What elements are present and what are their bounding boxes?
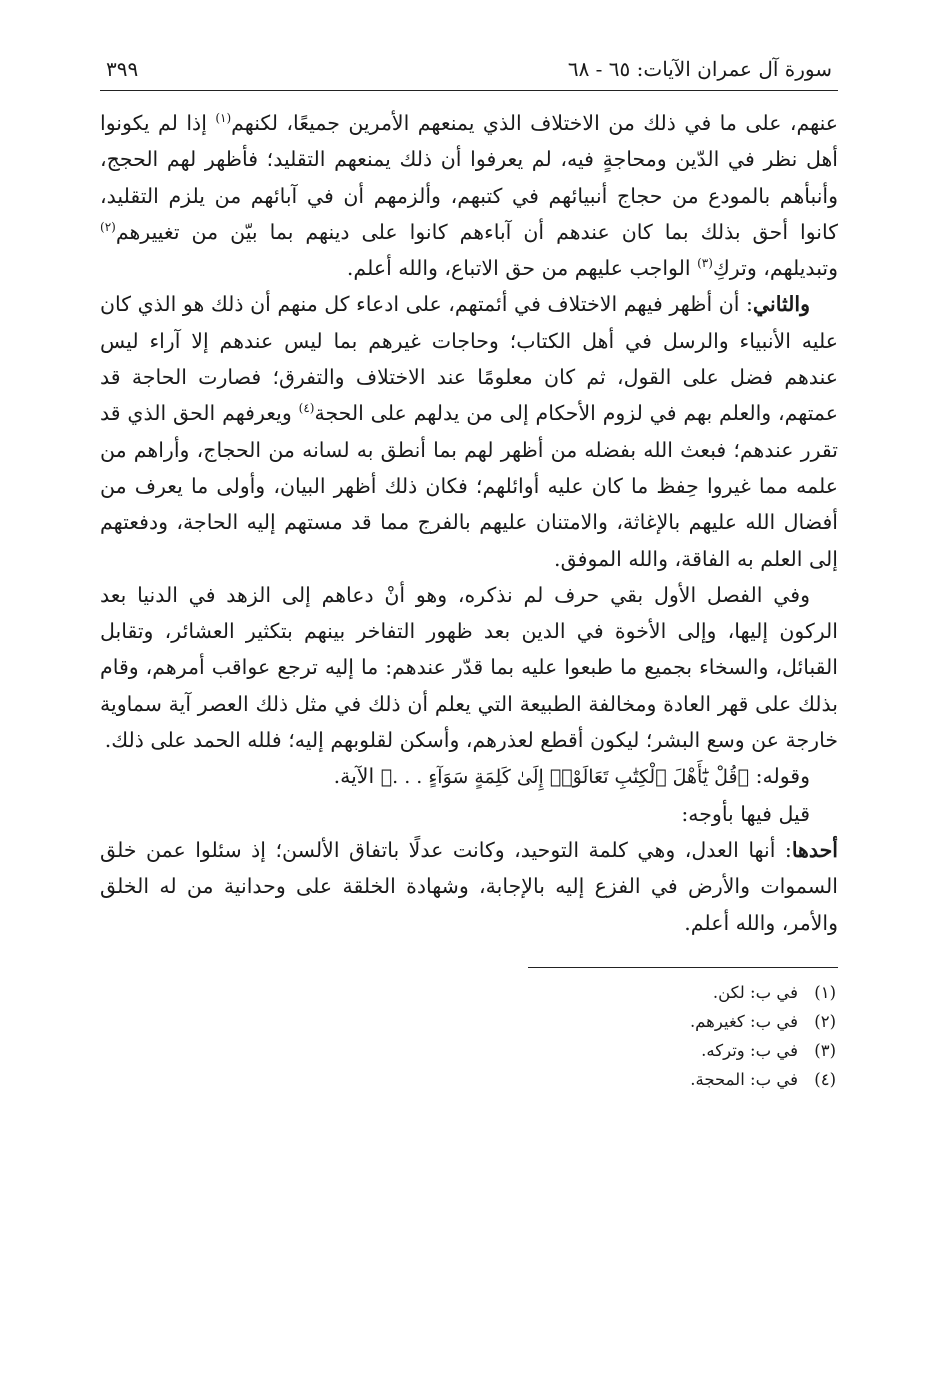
footnote-number: (٤) [814,1069,836,1089]
paragraph [100,577,838,758]
paragraph [100,758,838,795]
text-run: وفي الفصل الأول بقي حرف لم نذكره، وهو أنْ دعاهم إلى الزهد في الدنيا بعد الركون إليها، وإلى الأخوة في الدين بعد ظهور التفاخر بينهم بتكثير العشائر، وتقابل القبائل، والسخاء بجميع ما طبعوا عليه بما قدّر عندهم: ما إليه ترجع عواقب أمرهم، وقام بذلك على قهر العادة ومخالفة الطبيعة التي يعلم أن ذلك في مثل ذلك العصر آية سماوية خارجة عن وسع البشر؛ ليكون أقطع لعذرهم، وأسكن لقلوبهم إليه؛ فلله الحمد على ذلك. [100,582,838,753]
bold-term: أحدها [791,837,838,862]
footnote-rule [528,967,838,968]
text-run: : أن أظهر فيهم الاختلاف في أئمتهم، على ادعاء كل منهم أن ذلك هو الذي كان عليه الأنبياء والرسل في أهل الكتاب؛ وحاجات غيرهم بما ليس عندهم إلا آراء ليس عندهم فضل على القول، ثم كان معلومًا عند الاختلاف والتفرق؛ فصارت الحاجة قد عمتهم، والعلم بهم في لزوم الأحكام إلى من يدلهم على الحجة [100,292,839,426]
footnote-ref: (٢) [100,220,116,235]
footnote-text: في ب: لكن. [712,982,798,1002]
footnote-ref: (١) [215,111,232,126]
footnote [100,1065,838,1094]
text-run: وتبديلهم، وتركِ [712,256,838,281]
paragraph [100,286,838,576]
paragraph [100,105,838,286]
footnote [100,1036,838,1065]
text-run: إذا لم يكونوا أهل نظر في الدّين ومحاجةٍ فيه، لم يعرفوا أن ذلك يمنعهم التقليد؛ فأظهر لهم الحجج، وأنبأهم بالمودع من حجاج أنبيائهم في كتبهم، وألزمهم أن في آبائهم من يلزم التقليد، كانوا أحق بذلك بما كان عندهم أن آباءهم كانوا على دينهم بما بيّن من تغييرهم [100,111,838,244]
footnotes [100,978,838,1094]
footnote [100,978,838,1007]
text-run: الواجب عليهم من حق الاتباع، والله أعلم. [346,256,698,281]
running-header [100,52,838,86]
text-run: ويعرفهم الحق الذي قد تقرر عندهم؛ فبعث الله بفضله من أظهر لهم بما أنطق به لسانه من الحجاج، وأراهم من علمه مما غيروا حِفظ ما كان عليه أوائلهم؛ فكان ذلك أظهر البيان، وأولى ما يعرف من أفضال الله عليهم بالإغاثة، والامتنان عليهم بالفرج مما قد مستهم إليه الحاجة، ودفعتهم إلى العلم به الفاقة، والله الموفق. [100,401,838,571]
paragraph [100,832,838,941]
footnote-number: (٣) [814,1040,836,1060]
footnote-text: في ب: وتركه. [701,1040,798,1060]
header-title: سورة آل عمران الآيات: ٦٥ - ٦٨ [567,57,832,81]
page-number: ٣٩٩ [106,57,139,81]
book-page [100,52,838,1094]
text-run: عنهم، على ما في ذلك من الاختلاف الذي يمنعهم الأمرين جميعًا، لكنهم [231,111,838,135]
body-text [100,105,838,941]
text-run: : أنها العدل، وهي كلمة التوحيد، وكانت عدلًا باتفاق الألسن؛ إذ سئلوا عمن خلق السموات والأرض في الفزع إليه بالإجابة، وشهادة الخلقة على وحدانية من له الخلق والأمر، والله أعلم. [100,837,838,935]
footnote-text: في ب: كغيرهم. [689,1011,798,1031]
paragraph [100,796,838,832]
quran-verse: ﴿قُلْ يَٰٓأَهْلَ ٱلْكِتَٰبِ تَعَالَوْا۟ إِلَىٰ كَلِمَةٍ سَوَآءٍ . . .﴾ [380,766,750,789]
footnote-ref: (٣) [697,256,713,271]
footnote-text: في ب: المحجة. [690,1069,798,1089]
text-run: وقوله: [749,764,810,789]
header-rule [100,90,838,91]
bold-term: والثاني [752,292,810,317]
footnote-ref: (٤) [298,401,315,416]
footnote [100,1007,838,1036]
footnote-number: (١) [814,982,836,1002]
footnote-number: (٢) [814,1011,836,1031]
text-run: الآية. [333,764,381,789]
text-run: قيل فيها بأوجه: [681,801,810,826]
